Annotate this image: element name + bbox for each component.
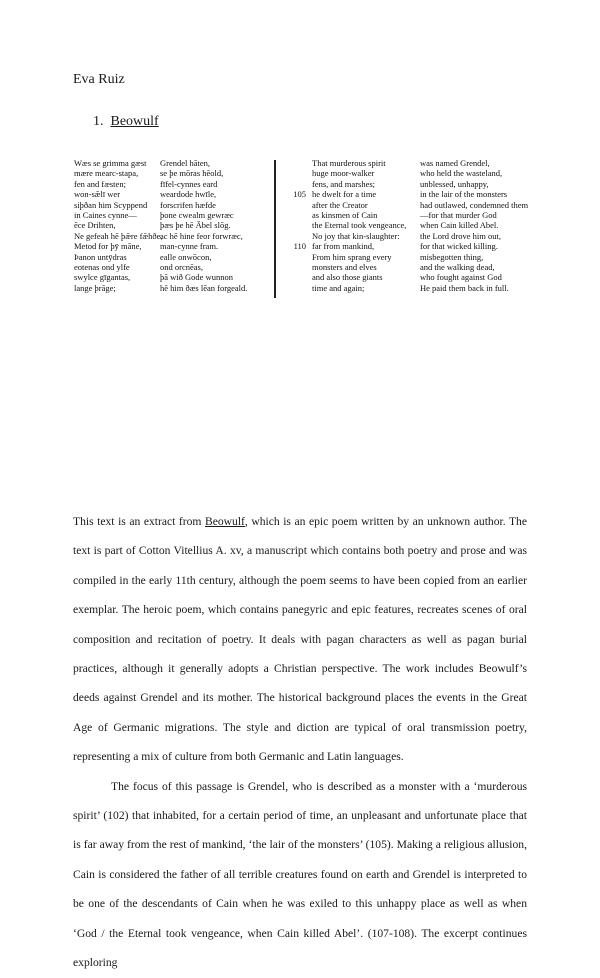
poem-half-line-a: From him sprang every: [312, 251, 392, 262]
poem-line: [312, 168, 532, 178]
poem-line: [312, 158, 532, 168]
poem-half-line-b: was named Grendel,: [420, 158, 490, 168]
poem-line: [312, 241, 532, 251]
poem-half-line-b: Grendel hāten,: [160, 158, 211, 168]
poem-line: [312, 189, 532, 199]
poem-line: [74, 158, 264, 168]
poem-half-line-b: He paid them back in full.: [420, 282, 509, 293]
poem-half-line-a: in Caines cynne—: [74, 209, 137, 220]
poem-line: [312, 210, 532, 220]
section-number: 1.: [93, 114, 104, 129]
line-number-105: 105: [293, 189, 306, 199]
poem-line: [74, 252, 264, 262]
poem-half-line-a: Þanon untȳdras: [74, 251, 127, 262]
poem-half-line-b: þæs þe hē Ābel slōg.: [160, 220, 231, 231]
poem-half-line-b: in the lair of the monsters: [420, 189, 508, 200]
paragraph-2: The focus of this passage is Grendel, who is described as a monster with a ‘murderous spirit’ (102) that inhabited, for a certain period of time, an unpleasant and unfortunate place that is far away from the rest of mankind, ‘the lair of the monsters’ (105). Making a religious allusion, Cain is considered the father of all terrible creatures found on earth and Grendel is interpreted to be one of the descendants of Cain when he was exiled to this unhappy place as well as when ‘God / the Eternal took vengeance, when Cain killed Abel’. (107-108). The excerpt continues exploring: [73, 779, 527, 970]
poem-line: [74, 210, 264, 220]
poem-half-line-a: mære mearc-stapa,: [74, 168, 139, 179]
poem-line: [74, 241, 264, 251]
paragraph-1: [73, 507, 527, 772]
poem-line: [312, 252, 532, 262]
poem-half-line-b: when Cain killed Abel.: [420, 220, 499, 231]
body-text: [73, 507, 527, 978]
poem-half-line-a: swylce gīgantas,: [74, 272, 131, 283]
poem-half-line-b: the Lord drove him out,: [420, 230, 501, 241]
poem-line: [74, 200, 264, 210]
poem-half-line-a: he dwelt for a time: [312, 189, 377, 200]
poem-half-line-a: No joy that kin-slaughter:: [312, 230, 400, 241]
poem-line: [312, 283, 532, 293]
poem-half-line-b: þā wið Gode wunnon: [160, 272, 233, 283]
poem-half-line-b: forscrifen hæfde: [160, 199, 216, 210]
section-heading: [93, 114, 159, 130]
poem-half-line-b: had outlawed, condemned them: [420, 199, 529, 210]
poem-half-line-a: and also those giants: [312, 272, 383, 283]
author-name: Eva Ruiz: [73, 72, 125, 87]
poem-half-line-a: That murderous spirit: [312, 158, 386, 168]
poem-half-line-a: won-sǣlī wer: [74, 189, 121, 200]
poem-half-line-a: fens, and marshes;: [312, 178, 376, 189]
poem-half-line-a: fen and fæsten;: [74, 178, 126, 189]
paragraph-1-intro: This text is an extract from: [73, 515, 205, 528]
poem-half-line-a: Metod for þȳ māne,: [74, 241, 142, 252]
poem-half-line-b: and the walking dead,: [420, 261, 495, 272]
poem-half-line-b: for that wicked killing.: [420, 241, 498, 252]
poem-half-line-b: ond orcnēas,: [160, 261, 203, 272]
poem-half-line-a: huge moor-walker: [312, 168, 375, 179]
poem-half-line-a: time and again;: [312, 282, 365, 293]
line-number-110: 110: [293, 241, 306, 251]
poem-line: [74, 168, 264, 178]
poem-half-line-b: man-cynne fram.: [160, 241, 219, 252]
poem-half-line-b: þone cwealm gewræc: [160, 209, 234, 220]
poem-half-line-a: Wæs se grimma gæst: [74, 158, 147, 168]
poem-half-line-b: fīfel-cynnes eard: [160, 178, 218, 189]
poem-line: [74, 231, 264, 241]
paragraph-1-rest: , which is an epic poem written by an unknown author. The text is part of Cotton Vitellius A. xv, a manuscript which contains both poetry and prose and was compiled in the early 11th century, although the poem seems to have been copied from an earlier exemplar. The heroic poem, which contains panegyric and epic features, recreates scenes of oral composition and recitation of poetry. It deals with pagan characters as well as pagan burial practices, although it generally adopts a Christian perspective. The work includes Beowulf’s deeds against Grendel and its mother. The historical background places the events in the Great Age of Germanic migrations. The style and diction are typical of oral transmission poetry, representing a mix of culture from both Germanic and Latin languages.: [73, 515, 527, 764]
old-english-column: [74, 158, 264, 293]
poem-half-line-a: lange þrāge;: [74, 282, 116, 293]
poem-half-line-a: the Eternal took vengeance,: [312, 220, 407, 231]
poem-half-line-a: Ne gefeah hē þǣre fǣhðe,: [74, 230, 163, 241]
poem-line: [74, 283, 264, 293]
poem-half-line-b: hē him ðæs lēan forgeald.: [160, 282, 248, 293]
poem-line: [74, 272, 264, 282]
poem-half-line-b: misbegotten thing,: [420, 251, 484, 262]
poem-line: [74, 189, 264, 199]
poem-line: [312, 231, 532, 241]
poem-half-line-b: —for that murder God: [420, 209, 497, 220]
section-title: Beowulf: [110, 114, 159, 129]
poem-half-line-a: ēce Drihten,: [74, 220, 116, 231]
modern-english-column: [312, 158, 532, 293]
poem-half-line-a: as kinsmen of Cain: [312, 209, 378, 220]
poem-line: [74, 262, 264, 272]
column-divider: [274, 160, 276, 298]
poem-half-line-a: after the Creator: [312, 199, 368, 210]
poem-half-line-b: unblessed, unhappy,: [420, 178, 489, 189]
poem-line: [312, 200, 532, 210]
paragraph-1-title: Beowulf: [204, 515, 245, 528]
poem-half-line-a: far from mankind,: [312, 241, 375, 252]
poem-half-line-b: ealle onwōcon,: [160, 251, 212, 262]
poem-half-line-b: se þe mōras hēold,: [160, 168, 224, 179]
poem-half-line-b: who held the wasteland,: [420, 168, 503, 179]
poem-half-line-b: who fought against God: [420, 272, 502, 283]
poem-half-line-a: eotenas ond ylfe: [74, 261, 130, 272]
poem-line: [312, 220, 532, 230]
poem-line: [74, 179, 264, 189]
poem-line: [312, 272, 532, 282]
poem-half-line-b: ac hē hine feor forwræc,: [160, 230, 243, 241]
poem-excerpt-image: [74, 158, 528, 300]
poem-half-line-a: siþðan him Scyppend: [74, 199, 148, 210]
poem-half-line-a: monsters and elves: [312, 261, 377, 272]
poem-line: [312, 262, 532, 272]
poem-line: [74, 220, 264, 230]
poem-line: [312, 179, 532, 189]
poem-half-line-b: weardode hwīle,: [160, 189, 217, 200]
